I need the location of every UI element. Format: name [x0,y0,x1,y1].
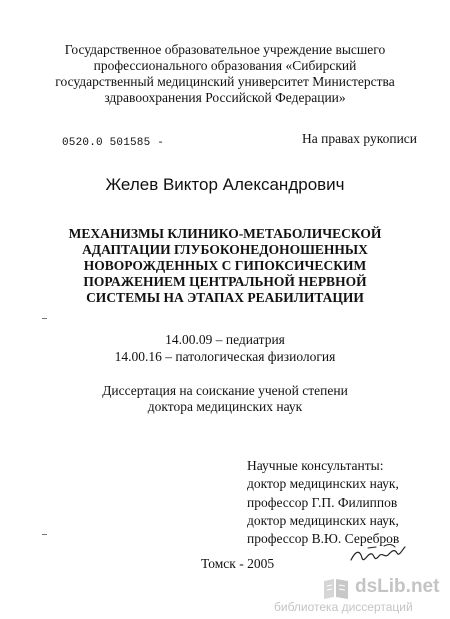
watermark-logo: dsLib.net [355,576,440,597]
consultant-line: профессор Г.П. Филиппов [247,494,398,510]
title-line: МЕХАНИЗМЫ КЛИНИКО-МЕТАБОЛИЧЕСКОЙ [68,226,382,241]
consultants-heading: Научные консультанты: [247,458,384,473]
watermark-subtitle: библиотека диссертаций [274,600,413,614]
consultant-line: доктор медицинских наук, [247,512,399,528]
specialty-line: 14.00.16 – патологическая физиология [114,349,336,364]
rights-note: На правах рукописи [302,131,418,146]
page-margin-mark [42,534,47,535]
title-line: НОВОРОЖДЕННЫХ С ГИПОКСИЧЕСКИМ [83,258,367,273]
consultants-block [247,457,399,548]
page-margin-mark [42,318,47,319]
degree-line: Диссертация на соискание ученой степени [102,383,348,398]
author-name: Желев Виктор Александрович [105,175,345,194]
institution-line: профессионального образования «Сибирский [93,58,357,73]
institution-line: государственный медицинский университет Министерства [55,74,395,89]
consultant-line: доктор медицинских наук, [247,476,399,492]
consultant-line: профессор В.Ю. Серебров [247,531,400,547]
degree-line: доктора медицинских наук [147,399,303,414]
institution-header [0,42,450,106]
title-line: СИСТЕМЫ НА ЭТАПАХ РЕАБИЛИТАЦИИ [86,290,364,305]
degree-statement [0,383,450,415]
specialties [0,331,450,365]
city-year: Томск - 2005 [201,556,275,571]
book-logo-icon [322,577,350,601]
title-line: АДАПТАЦИИ ГЛУБОКОНЕДОНОШЕННЫХ [82,242,368,257]
dissertation-title [0,226,450,306]
title-line: ПОРАЖЕНИЕМ ЦЕНТРАЛЬНОЙ НЕРВНОЙ [83,274,367,289]
institution-line: Государственное образовательное учреждение высшего [64,42,386,57]
institution-line: здравоохранения Российской Федерации» [104,90,346,105]
library-stamp: 0520.0 501585 - [62,137,165,149]
handwritten-signature [348,538,408,568]
specialty-line: 14.00.09 – педиатрия [165,332,285,347]
